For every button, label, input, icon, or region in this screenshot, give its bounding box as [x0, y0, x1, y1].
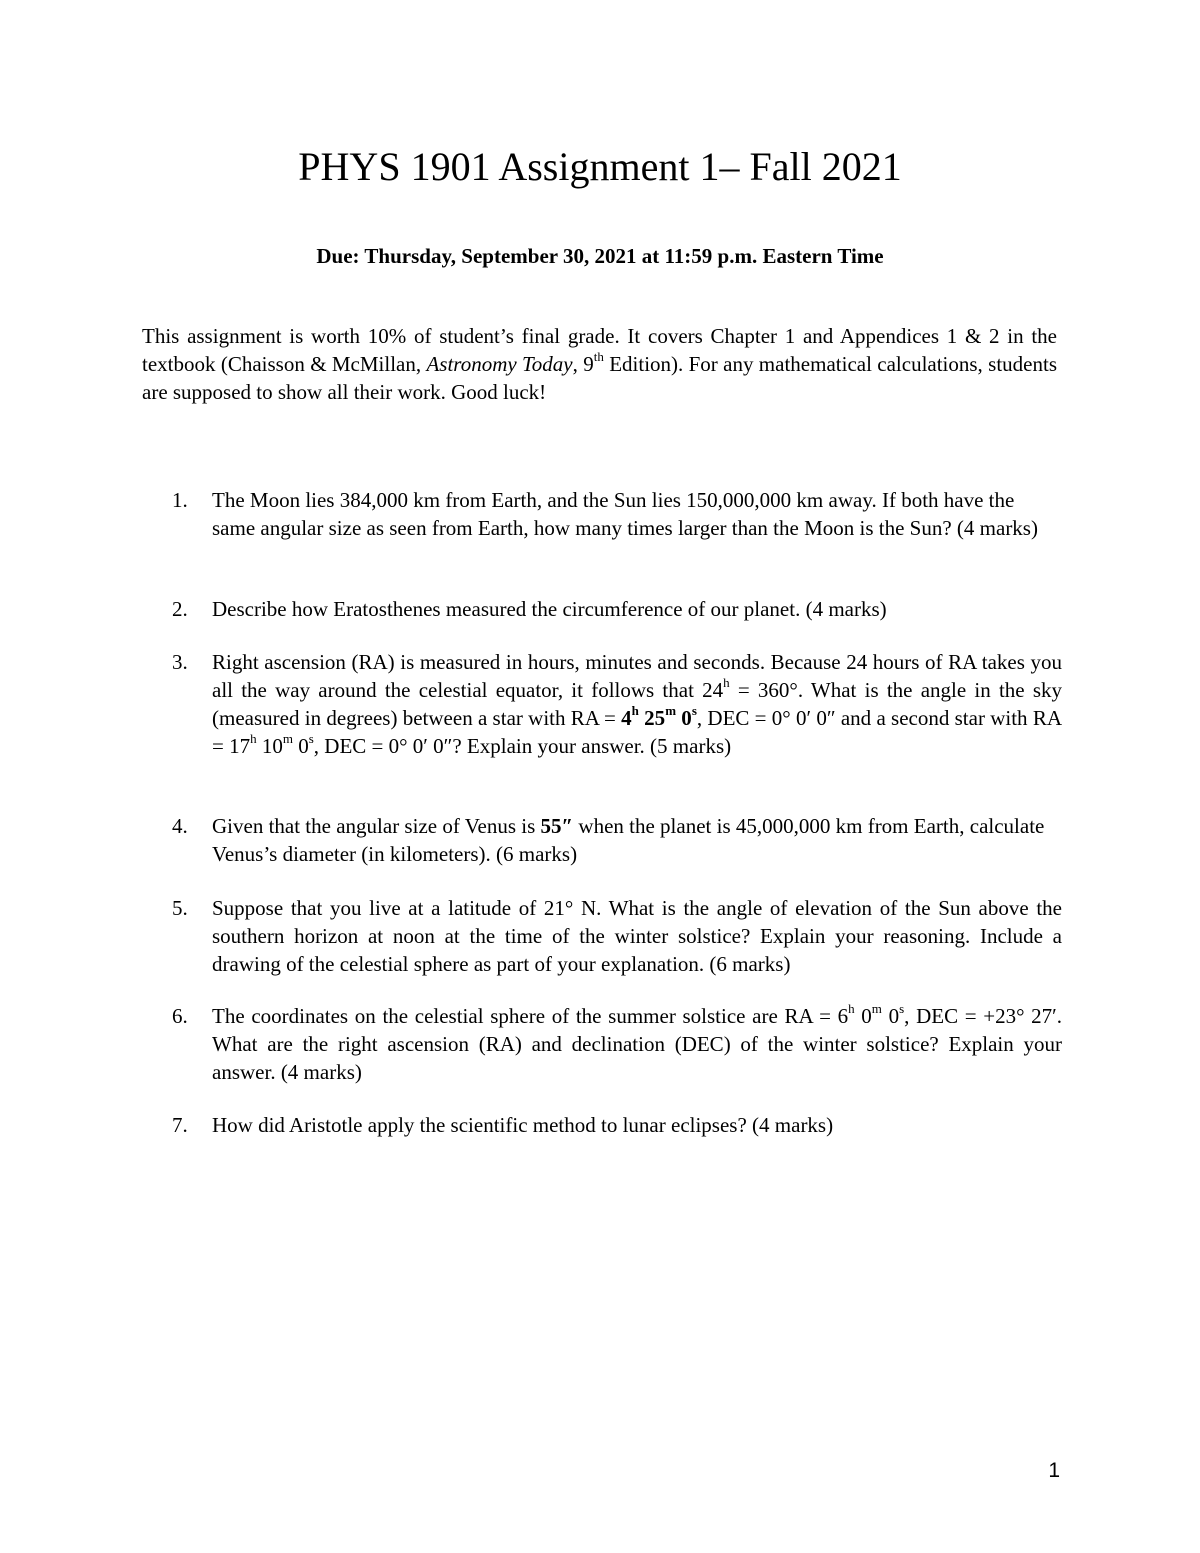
question-text: Suppose that you live at a latitude of 21° N. What is the angle of elevation of the Sun above the southern horizon at noon at the time of the winter solstice? Explain your reasoning. Include a drawing of the celestial sphere as part of your explanation. (6 marks): [212, 896, 1062, 976]
minutes-superscript: m: [665, 703, 677, 718]
question-text-part: Given that the angular size of Venus is: [212, 814, 541, 838]
hours-superscript: h: [848, 1001, 855, 1016]
question-item: [172, 595, 1062, 623]
minutes-superscript: m: [282, 731, 293, 746]
intro-text-1: This assignment is worth 10% of student’s final grade. It covers Chapter 1 and Appendices 1 & 2 in the textbook (Chaisson & McMillan,: [142, 324, 1057, 376]
question-text-part: 0: [854, 1004, 872, 1028]
question-text-bold: 4: [621, 706, 632, 730]
question-number: 4.: [172, 814, 188, 838]
seconds-superscript: s: [308, 731, 314, 746]
question-text-part: 10: [256, 734, 283, 758]
question-text: [212, 648, 1062, 760]
question-text-bold: 0: [676, 706, 692, 730]
intro-text-2: , 9: [572, 352, 594, 376]
question-text-part: , DEC = 0° 0′ 0″? Explain your answer. (5 marks): [313, 734, 732, 758]
seconds-superscript: s: [691, 703, 697, 718]
question-text-bold: 55″: [540, 814, 574, 838]
question-text-part: Right ascension (RA) is measured in hours, minutes and seconds. Because 24 hours of RA takes you all the way around the celestial equator, it follows that 24: [212, 650, 1062, 702]
question-text-part: = 360°. What is the angle in the sky (measured in degrees) between a star with RA =: [212, 678, 1063, 730]
question-text-bold: 25: [638, 706, 666, 730]
hours-superscript: h: [250, 731, 257, 746]
question-item: [172, 486, 1062, 542]
question-text-part: when the planet is 45,000,000 km from Earth, calculate Venus’s diameter (in kilometers). (6 marks): [212, 814, 1045, 866]
assignment-title: PHYS 1901 Assignment 1– Fall 2021: [298, 144, 902, 189]
hours-superscript: h: [631, 703, 639, 718]
question-text: [212, 812, 1062, 868]
question-text-part: 0: [292, 734, 309, 758]
question-number: 1.: [172, 488, 188, 512]
edition-superscript: th: [593, 349, 604, 364]
textbook-title: Astronomy Today: [426, 352, 573, 376]
question-text-part: 0: [881, 1004, 900, 1028]
question-text: [212, 1002, 1062, 1086]
question-number: 5.: [172, 896, 188, 920]
due-date: Due: Thursday, September 30, 2021 at 11:59 p.m. Eastern Time: [316, 244, 884, 268]
question-text-part: The coordinates on the celestial sphere of the summer solstice are RA = 6: [212, 1004, 849, 1028]
question-text: The Moon lies 384,000 km from Earth, and the Sun lies 150,000,000 km away. If both have the same angular size as seen from Earth, how many times larger than the Moon is the Sun? (4 marks): [212, 488, 1038, 540]
page-number: 1: [1048, 1459, 1060, 1482]
seconds-superscript: s: [899, 1001, 905, 1016]
question-text: Describe how Eratosthenes measured the circumference of our planet. (4 marks): [212, 597, 887, 621]
minutes-superscript: m: [871, 1001, 882, 1016]
question-text-part: , DEC = +23° 27′. What are the right ascension (RA) and declination (DEC) of the winter solstice? Explain your answer. (4 marks): [212, 1004, 1062, 1084]
question-number: 7.: [172, 1113, 188, 1137]
question-text-part: , DEC = 0° 0′ 0″ and a second star with RA = 17: [212, 706, 1062, 758]
intro-paragraph: [142, 322, 1057, 406]
question-number: 2.: [172, 597, 188, 621]
question-number: 3.: [172, 650, 188, 674]
question-item: [172, 1002, 1062, 1086]
question-item: [172, 1111, 1062, 1139]
question-item: [172, 894, 1062, 978]
intro-text-3: Edition). For any mathematical calculations, students are supposed to show all their work. Good luck!: [142, 352, 1057, 404]
hours-superscript: h: [723, 675, 730, 690]
question-text: How did Aristotle apply the scientific method to lunar eclipses? (4 marks): [212, 1113, 834, 1137]
question-number: 6.: [172, 1004, 188, 1028]
question-item: [172, 648, 1062, 760]
question-item: [172, 812, 1062, 868]
